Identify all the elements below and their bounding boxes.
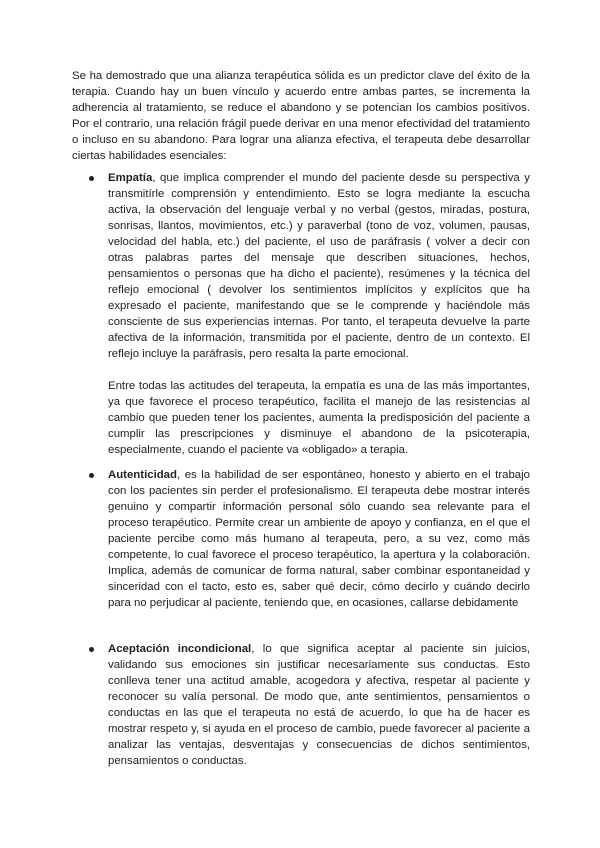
skill-description: , lo que significa aceptar al paciente sin juicios, validando sus emociones sin justificar necesariamente sus conductas. Esto conlleva tener una actitud amable, acogedora y afectiva, respetar al paciente y reconocer su valía personal. De modo que, ante sentimientos, pensamientos o conductas en las que el terapeuta no está de acuerdo, lo que ha de hacer es mostrar respeto y, si ayuda en el proceso de cambio, puede favorecer al paciente a analizar las ventajas, desventajas y consecuencias de dichos sentimientos, pensamientos o conductas.: [108, 643, 530, 767]
skill-term: Autenticidad: [108, 469, 177, 481]
skill-description: , que implica comprender el mundo del paciente desde su perspectiva y transmitírle comprensión y entendimiento. Esto se logra mediante la escucha activa, la observación del lenguaje verbal y no verbal (gestos, miradas, postura, sonrisas, llantos, movimientos, etc.) y paraverbal (tono de voz, volumen, pausas, velocidad del habla, etc.) del paciente, el uso de paráfrasis ( volver a decir con otras palabras partes del mensaje que describen situaciones, hechos, pensamientos o personas que ha dicho el paciente), resúmenes y la técnica del reflejo emocional ( devolver los sentimientos implícitos y explícitos que ha expresado el paciente, manifestando que se le comprende y haciéndole más consciente de sus experiencias internas. Por tanto, el terapeuta devuelve la parte afectiva de la información, transmitida por el paciente, dentro de un contexto. El reflejo incluye la paráfrasis, pero resalta la parte emocional.: [108, 172, 530, 360]
skill-term: Aceptación incondicional: [108, 643, 252, 655]
intro-paragraph: Se ha demostrado que una alianza terapéutica sólida es un predictor clave del éxito de la terapia. Cuando hay un buen vínculo y acuerdo entre ambas partes, se incrementa la adherencia al tratamiento, se reduce el abandono y se potencian los cambios positivos. Por el contrario, una relación frágil puede derivar en una menor efectividad del tratamiento o incluso en su abandono. Para lograr una alianza efectiva, el terapeuta debe desarrollar ciertas habilidades esenciales:: [72, 70, 530, 162]
bullet-paragraph: [108, 467, 530, 611]
bullet-body: [108, 170, 530, 458]
bullet-body: [108, 467, 530, 611]
bullet-dot-icon: [89, 473, 94, 478]
skill-description: , es la habilidad de ser espontáneo, honesto y abierto en el trabajo con los pacientes sin perder el profesionalismo. El terapeuta debe mostrar interés genuino y compartir información personal sólo cuando sea relevante para el proceso terapéutico. Permite crear un ambiente de apoyo y confianza, en el que el paciente percibe como más humano al terapeuta, pero, a su vez, como más competente, lo cual favorece el proceso terapéutico, la apertura y la colaboración. Implica, además de comunicar de forma natural, saber combinar espontaneidad y sinceridad con el tacto, esto es, saber qué decir, cómo decirlo y cuándo decirlo para no perjudicar al paciente, teniendo que, en ocasiones, callarse debidamente: [108, 469, 530, 609]
bullet-paragraph: [108, 170, 530, 362]
bullet-dot-icon: [89, 176, 94, 181]
empatia-importance-paragraph: Entre todas las actitudes del terapeuta, la empatía es una de las más importantes, ya que favorece el proceso terapéutico, facilita el manejo de las resistencias al cambio que pueden tener los pacientes, aumenta la predisposición del paciente a cumplir las prescripciones y disminuye el abandono de la psicoterapia, especialmente, cuando el paciente va «obligado» a terapia.: [108, 380, 530, 456]
bullet-body: [108, 641, 530, 769]
skill-term: Empatía: [108, 172, 153, 184]
bullet-dot-icon: [89, 647, 94, 652]
bullet-paragraph: [108, 641, 530, 769]
